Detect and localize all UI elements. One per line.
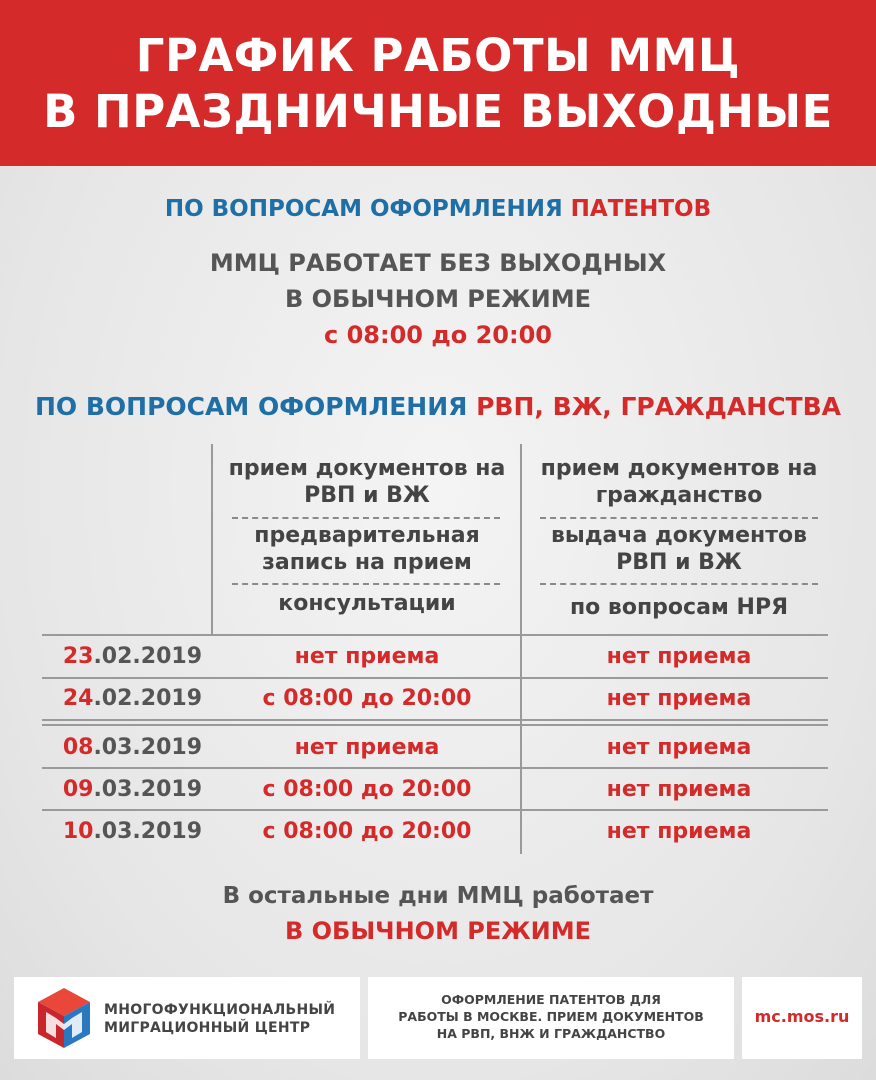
patents-heading-prefix: ПО ВОПРОСАМ ОФОРМЛЕНИЯ [164,196,571,222]
col1-service-2: предварительная запись на прием [254,523,480,575]
title-line-2: В ПРАЗДНИЧНЫЕ ВЫХОДНЫЕ [43,85,833,138]
patents-heading [0,196,876,222]
patents-line-1: ММЦ РАБОТАЕТ БЕЗ ВЫХОДНЫХ [209,249,667,277]
row-col1-value: с 08:00 до 20:00 [262,819,472,844]
col1-service-3: консультации [278,591,456,616]
title-line-1: ГРАФИК РАБОТЫ ММЦ [135,29,741,82]
row-col2-value: нет приема [606,819,752,844]
col1-dash-2 [232,583,500,585]
rvp-heading-prefix: ПО ВОПРОСАМ ОФОРМЛЕНИЯ [34,392,477,421]
col2-service-1: прием документов на гражданство [540,456,818,508]
patents-line-2: В ОБЫЧНОМ РЕЖИМЕ [284,285,592,313]
row-col2-value: нет приема [606,735,752,760]
org-logo-box [14,977,360,1059]
url-box [742,977,862,1059]
table-divider-mid-body [520,636,522,854]
row-col2-value: нет приема [606,644,752,669]
mmc-logo-icon [34,986,94,1050]
table-row-separator [42,719,828,721]
info-box [368,977,734,1059]
table-row-separator [42,634,828,636]
row-col1-value: нет приема [294,735,440,760]
col2-dash-2 [540,583,818,585]
col2-service-2: выдача документов РВП и ВЖ [550,523,808,575]
patents-hours: с 08:00 до 20:00 [324,321,552,349]
row-col1-value: с 08:00 до 20:00 [262,686,472,711]
row-date: 08.03.2019 [62,735,202,760]
org-name: МНОГОФУНКЦИОНАЛЬНЫЙ МИГРАЦИОННЫЙ ЦЕНТР [104,1002,336,1036]
row-col2-value: нет приема [606,686,752,711]
rvp-heading [0,392,876,421]
col2-service-3: по вопросам НРЯ [569,595,789,620]
footer-line-2: В ОБЫЧНОМ РЕЖИМЕ [284,917,592,945]
footer-line-1: В остальные дни ММЦ работает [222,883,654,909]
col1-service-1: прием документов на РВП и ВЖ [228,456,506,508]
table-row-separator [42,767,828,769]
row-date: 24.02.2019 [62,686,202,711]
row-col1-value: нет приема [294,644,440,669]
row-date: 09.03.2019 [62,777,202,802]
table-divider-mid [520,444,522,634]
row-col2-value: нет приема [606,777,752,802]
table-row-separator [42,724,828,726]
row-col1-value: с 08:00 до 20:00 [262,777,472,802]
site-url[interactable]: mc.mos.ru [754,1007,850,1026]
patents-heading-highlight: ПАТЕНТОВ [570,196,712,222]
rvp-heading-highlight: РВП, ВЖ, ГРАЖДАНСТВА [476,392,841,421]
table-divider-left [211,444,213,634]
title-banner [0,0,876,166]
info-text: ОФОРМЛЕНИЕ ПАТЕНТОВ ДЛЯ РАБОТЫ В МОСКВЕ. ПРИЕМ ДОКУМЕНТОВ НА РВП, ВНЖ И ГРАЖДАНСТВО [398,992,704,1041]
row-date: 23.02.2019 [62,644,202,669]
table-row-separator [42,809,828,811]
row-date: 10.03.2019 [62,819,202,844]
col1-dash-1 [232,517,500,519]
col2-dash-1 [540,517,818,519]
table-row-separator [42,677,828,679]
